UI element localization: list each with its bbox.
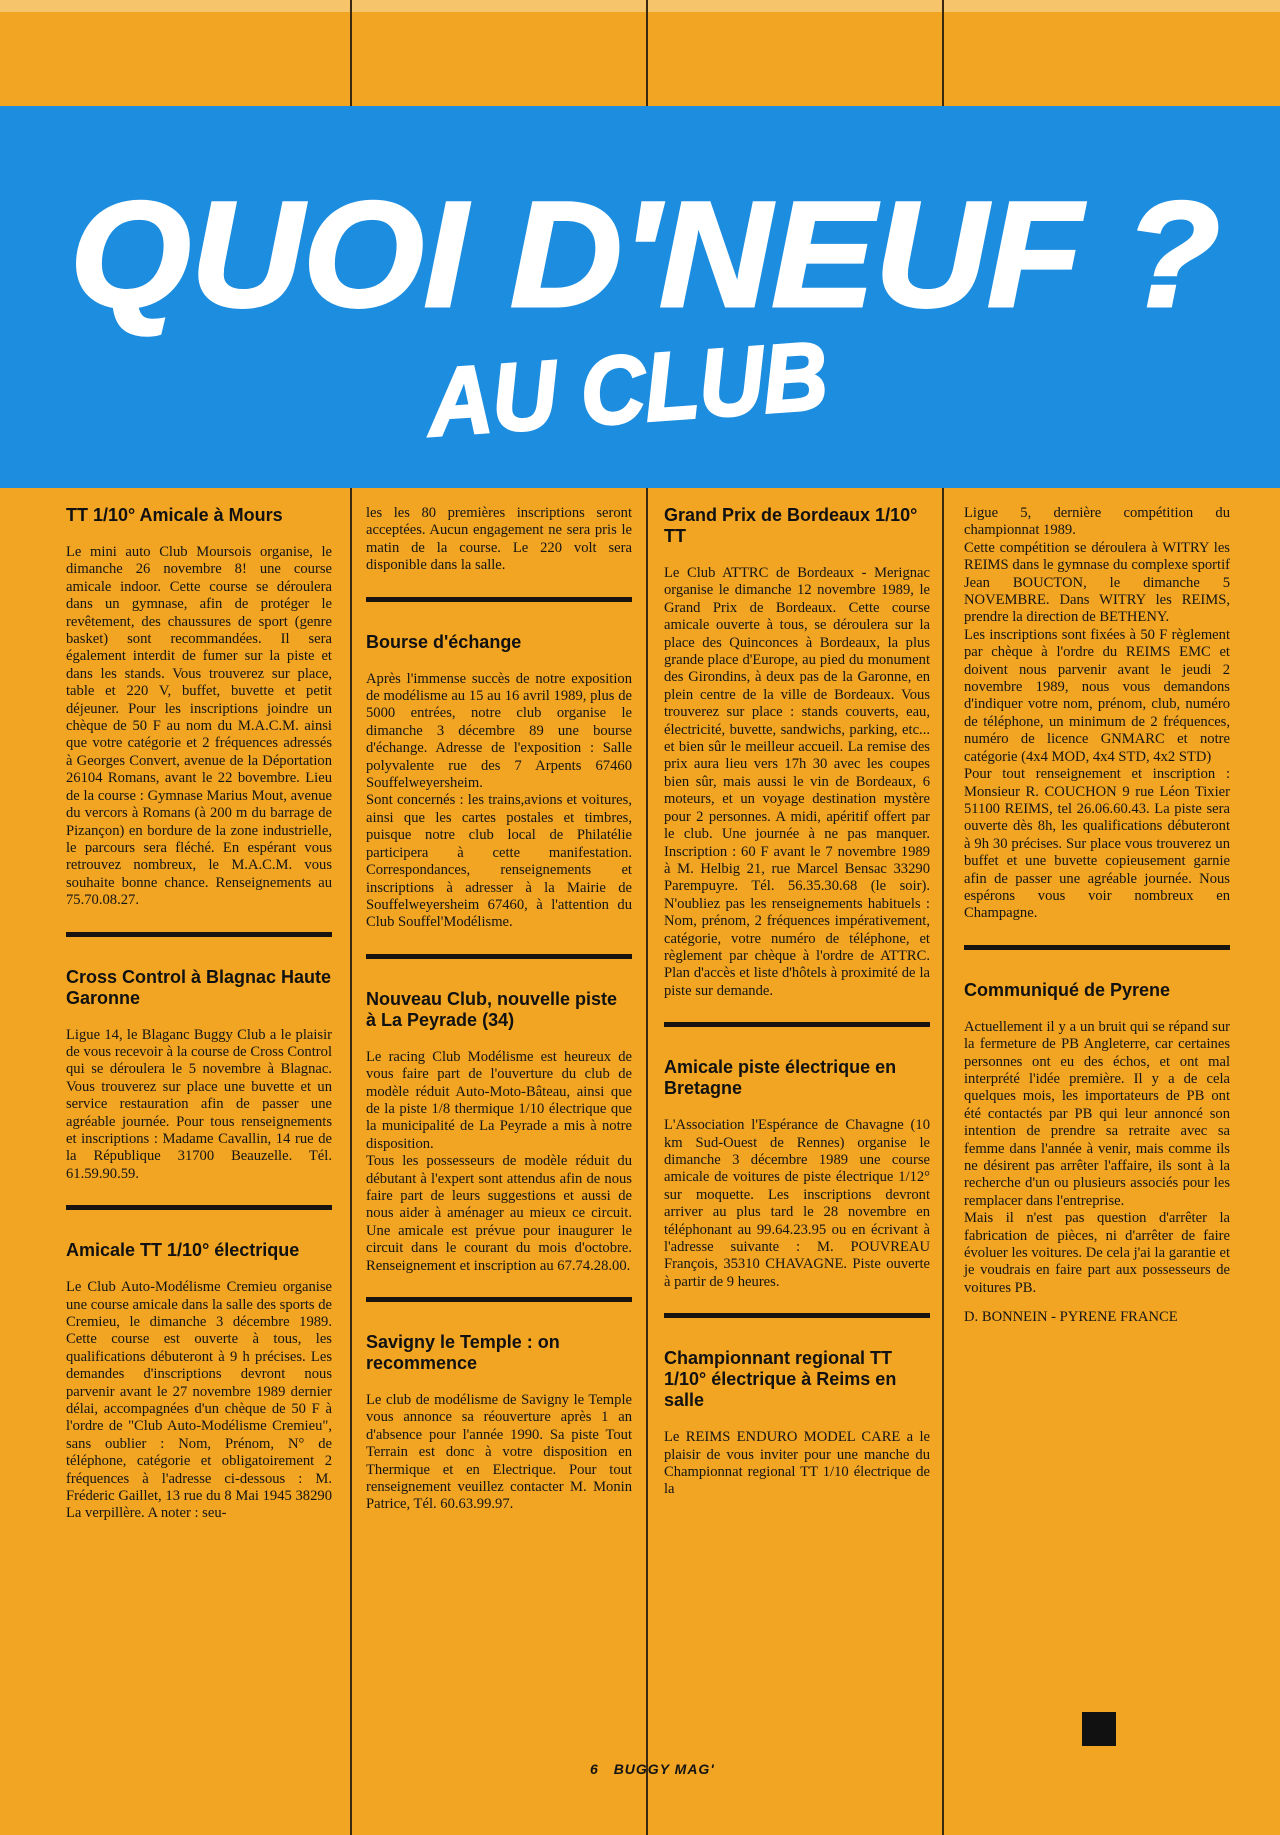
article-separator [66,1205,332,1210]
banner-title-art [0,106,1280,488]
magazine-name: BUGGY MAG' [613,1761,715,1777]
article-body: Le REIMS ENDURO MODEL CARE a le plaisir de vous inviter pour une manche du Championnat regional TT 1/10 électrique de la [664,1429,930,1498]
article-body: Actuellement il y a un bruit qui se répand sur la fermeture de PB Angleterre, car certaines personnes ont eu des échos, et ont mal interprété l'idée première. Il y a de cela quelques mois, les importateurs de PB ont été contactés par PB qui leur annoncé son intention de prendre sa retraite avec sa femme dans l'année à venir, mais comme ils ne désirent pas arrêter l'affaire, ils sont à la recherche d'un ou plusieurs associés pour les remplacer dans l'entreprise. [964,1018,1230,1209]
banner-subtitle: AU CLUB [424,320,863,457]
article-body: Ligue 14, le Blaganc Buggy Club a le plaisir de vous recevoir à la course de Cross Control qui se déroulera le 5 novembre à Blagnac. Vous trouverez sur place une buvette et un service restauration afin de passer une agréable journée. Pour tous renseignements et inscriptions : Madame Cavallin, 14 rue de la République 31700 Beauzelle. Tél. 61.59.90.59. [66,1026,332,1182]
article-body: Le mini auto Club Moursois organise, le dimanche 26 novembre 8! une course amicale indoor. Cette course se déroulera dans un gymnase, afin de protéger le revêtement, des chaussures de sport (genre basket) sont recommandées. Il sera également interdit de fumer sur la piste et dans les stands. Vous trouverez sur place, table et 220 V, buffet, buvette et petit déjeuner. Pour les inscriptions joindre un chèque de 50 F au nom du M.A.C.M. ainsi que votre catégorie et 2 fréquences adressés à Georges Convert, avenue de la Déportation 26104 Romans, avant le 22 bovembre. Lieu de la course : Gymnase Marius Mout, avenue du vercors à Romans (à 200 m du barrage de Pizançon) en bordure de la zone industrielle, le parcours sera fléché. En espérant vous retrouvez nombreux, le M.A.C.M. vous souhaite bonne chance. Renseignements au 75.70.08.27. [66,544,332,909]
top-edge [0,0,1280,12]
article-title: Championnant regional TT 1/10° électrique à Reims en salle [664,1348,897,1411]
article-body: L'Association l'Espérance de Chavagne (10 km Sud-Ouest de Rennes) organise le dimanche 3 décembre 1989 une course amicale de voitures de piste électrique 1/12° sur moquette. Les inscriptions devront arriver au plus tard le 28 novembre en téléphonant au 99.64.23.95 ou en écrivant à l'adresse suivante : M. POUVREAU François, 35310 CHAVAGNE. Piste ouverte à partir de 9 heures. [664,1117,930,1290]
column-1 [66,505,332,1523]
column-3 [664,505,930,1499]
article-body: Tous les possesseurs de modèle réduit du débutant à l'expert sont attendus afin de nous faire part de leurs suggestions et aussi de nous aider à aménager au mieux ce circuit. Une amicale est prévue pour inaugurer le circuit dans le courant du mois d'octobre. Renseignement et inscription au 67.74.28.00. [366,1153,632,1274]
article-body: Le racing Club Modélisme est heureux de vous faire part de l'ouverture du club de modèle réduit Auto-Moto-Bâteau, ainsi que de la piste 1/8 thermique 1/10 électrique que la municipalité de La Peyrade a mis à notre disposition. [366,1048,632,1152]
page-footer [590,1761,715,1777]
article-title: Savigny le Temple : on recommence [366,1332,560,1373]
column-2 [366,505,632,1514]
article-title: Cross Control à Blagnac Haute Garonne [66,966,332,1008]
article-title: Nouveau Club, nouvelle piste à La Peyrade (34) [366,988,618,1030]
article-signature: D. BONNEIN - PYRENE FRANCE [964,1309,1178,1326]
banner-title: QUOI D'NEUF ? [70,170,1220,338]
page-number: 6 [590,1761,599,1777]
article-body: Le Club Auto-Modélisme Cremieu organise une course amicale dans la salle des sports de Cremieu, le dimanche 3 décembre 1989. Cette course est ouverte à tous, les qualifications débuteront à 9 h précises. Les demandes d'inscriptions devront nous parvenir avant le 27 novembre 1989 dernier délai, accompagnées d'un chèque de 50 F à l'ordre de "Club Auto-Modélisme Cremieu", sans oublier : Nom, Prénom, N° de téléphone, catégorie et obligatoirement 2 fréquences à l'adresse ci-dessous : M. Fréderic Gaillet, 13 rue du 8 Mai 1945 38290 La verpillère. A noter : seu- [66,1279,332,1522]
article-title: Grand Prix de Bordeaux 1/10° TT [664,505,918,546]
article-separator [366,1297,632,1302]
article-title: Amicale TT 1/10° électrique [66,1240,300,1261]
article-separator [964,945,1230,950]
article-body: Après l'immense succès de notre exposition de modélisme au 15 au 16 avril 1989, plus de 5000 entrées, notre club organise le dimanche 3 décembre 89 une bourse d'échange. Adresse de l'exposition : Salle polyvalente rue des 7 Arpents 67460 Souffelweyersheim. [366,670,632,792]
article-body: Le club de modélisme de Savigny le Temple vous annonce sa réouverture après 1 an d'absence pour l'année 1990. Sa piste Tout Terrain est donc à votre disposition en Thermique et en Electrique. Pour tout renseignement veuillez contacter M. Monin Patrice, Tél. 60.63.99.97. [366,1392,632,1513]
article-separator [66,932,332,937]
article-separator [664,1313,930,1318]
article-separator [366,954,632,959]
article-body: Cette compétition se déroulera à WITRY les REIMS dans le gymnase du complexe sportif Jean BOUCTON, le dimanche 5 NOVEMBRE. Dans WITRY les REIMS, prendre la direction de BETHENY. [964,539,1230,626]
article-title: TT 1/10° Amicale à Mours [66,505,283,525]
article-separator [664,1022,930,1027]
article-body: Les inscriptions sont fixées à 50 F règlement par chèque à l'ordre du REIMS EMC et doivent nous parvenir avant le jeudi 2 novembre 1989, nous vous demandons d'indiquer votre nom, prénom, club, numéro de téléphone, un minimum de 2 fréquences, numéro de licence GNMARC et notre catégorie (4x4 MOD, 4x4 STD, 4x2 STD) [964,626,1230,765]
article-body: Pour tout renseignement et inscription : Monsieur R. COUCHON 9 rue Léon Tixier 51100 REIMS, tel 26.06.60.43. La piste sera ouverte dès 8h, les qualifications débuteront à 9h 30 précises. Sur place vous trouverez un buffet et une buvette copieusement garnie afin de passer une agréable journée. Nous espérons vous voir nombreux en Champagne. [964,766,1230,922]
article-title: Communiqué de Pyrene [964,979,1171,1000]
article-title: Bourse d'échange [366,631,522,652]
end-of-article-square [1082,1712,1116,1746]
column-4 [964,505,1230,1327]
article-body: Sont concernés : les trains,avions et voitures, ainsi que les cartes postales et timbres, puisque notre club local de Philatélie participera à cette manifestation. Correspondances, renseignements et inscriptions à adresser à la Mairie de Souffelweyersheim 67460, à l'attention du Club Souffel'Modélisme. [366,792,632,931]
article-separator [366,597,632,602]
article-body: les les 80 premières inscriptions seront acceptées. Aucun engagement ne sera pris le matin de la course. Le 220 volt sera disponible dans la salle. [366,505,632,574]
article-body: Le Club ATTRC de Bordeaux - Merignac organise le dimanche 12 novembre 1989, le Grand Prix de Bordeaux. Cette course amicale ouverte à tous, se déroulera sur la place des Quinconces à Bordeaux, la plus grande place d'Europe, au pied du monument des Girondins, à deux pas de la Garonne, en plein centre de la ville de Bordeaux. Vous trouverez sur place : stands couverts, eau, électricité, buvette, sandwichs, parking, etc... et bien sûr le meilleur accueil. La remise des prix aura lieu vers 17h 30 avec les coupes bien sûr, mais aussi le vin de Bordeaux, 6 moteurs, et un voyage destination mystère pour 2 personnes. A midi, apéritif offert par le club. Une journée à ne pas manquer. Inscription : 60 F avant le 7 novembre 1989 à M. Helbig 21, rue Marcel Bensac 33290 Parempuyre. Tél. 56.35.30.68 (le soir). N'oubliez pas les renseignements habituels : Nom, prénom, 2 fréquences impérativement, catégorie, votre numéro de téléphone, et règlement par chèque à l'ordre de ATTRC. Plan d'accès et liste d'hôtels à proximité de la piste sur demande. [664,565,930,999]
article-body: Ligue 5, dernière compétition du championnat 1989. [964,505,1230,539]
title-banner [0,106,1280,488]
article-title: Amicale piste électrique en Bretagne [664,1057,897,1099]
article-body: Mais il n'est pas question d'arrêter la fabrication de pièces, ni d'arrêter de faire évoluer les voitures. De cela j'ai la garantie et je voudrais en faire part aux possesseurs de voitures PB. [964,1210,1230,1296]
